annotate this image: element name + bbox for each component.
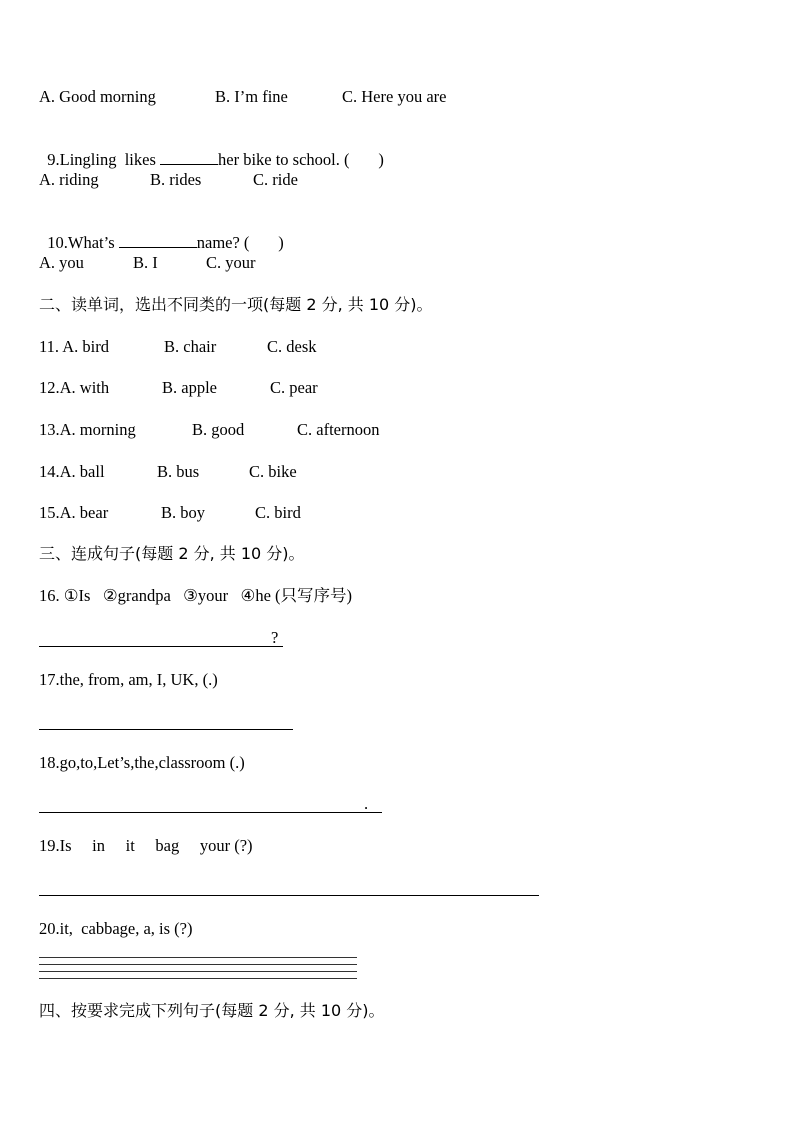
q17-answer-line[interactable] — [39, 729, 293, 730]
question-16: 16. ①Is ②grandpa ③your ④he (只写序号) — [39, 586, 353, 605]
q15-option-c: C. bird — [255, 503, 301, 522]
q19-answer-line[interactable] — [39, 895, 539, 896]
q9-stem-start: 9.Lingling likes — [47, 150, 160, 169]
q10-option-b: B. I — [133, 253, 158, 272]
question-9 — [39, 129, 384, 170]
q14-option-c: C. bike — [249, 462, 297, 481]
q13-option-c: C. afternoon — [297, 420, 380, 439]
q20-ruled-line-1[interactable] — [39, 957, 357, 958]
question-20: 20.it, cabbage, a, is (?) — [39, 919, 193, 938]
q12-option-c: C. pear — [270, 378, 318, 397]
q18-answer-line[interactable] — [39, 812, 382, 813]
q12-option-a: 12.A. with — [39, 378, 110, 397]
q9-stem-end: her bike to school. ( ) — [218, 150, 384, 169]
q9-option-a: A. riding — [39, 170, 99, 189]
section-4-heading: 四、按要求完成下列句子(每题 2 分, 共 10 分)。 — [39, 1001, 385, 1020]
q9-blank[interactable] — [160, 149, 218, 165]
q10-blank[interactable] — [119, 232, 197, 248]
q10-stem-end: name? ( ) — [196, 233, 284, 252]
q9-option-b: B. rides — [150, 170, 202, 189]
q10-option-a: A. you — [39, 253, 84, 272]
q10-option-c: C. your — [206, 253, 256, 272]
q9-option-c: C. ride — [253, 170, 298, 189]
q20-ruled-line-3[interactable] — [39, 971, 357, 972]
section-3-heading: 三、连成句子(每题 2 分, 共 10 分)。 — [39, 544, 305, 563]
q11-option-b: B. chair — [164, 337, 217, 356]
q18-period: . — [364, 794, 369, 813]
question-10 — [39, 212, 284, 253]
q15-option-b: B. boy — [161, 503, 206, 522]
q13-option-b: B. good — [192, 420, 245, 439]
q10-stem-start: 10.What’s — [47, 233, 119, 252]
q8-option-a: A. Good morning — [39, 87, 156, 106]
q8-option-b: B. I’m fine — [215, 87, 288, 106]
q13-option-a: 13.A. morning — [39, 420, 136, 439]
q12-option-b: B. apple — [162, 378, 217, 397]
section-2-heading: 二、读单词，选出不同类的一项(每题 2 分, 共 10 分)。 — [39, 295, 433, 314]
question-18: 18.go,to,Let’s,the,classroom (.) — [39, 753, 245, 772]
q11-option-a: 11. A. bird — [39, 337, 109, 356]
question-19: 19.Is in it bag your (?) — [39, 836, 253, 855]
question-17: 17.the, from, am, I, UK, (.) — [39, 670, 218, 689]
q20-ruled-line-4[interactable] — [39, 978, 357, 979]
q11-option-c: C. desk — [267, 337, 317, 356]
q14-option-a: 14.A. ball — [39, 462, 105, 481]
q16-question-mark: ? — [271, 628, 279, 647]
q15-option-a: 15.A. bear — [39, 503, 109, 522]
q14-option-b: B. bus — [157, 462, 200, 481]
q16-answer-line[interactable] — [39, 646, 283, 647]
q20-ruled-line-2[interactable] — [39, 964, 357, 965]
q8-option-c: C. Here you are — [342, 87, 447, 106]
